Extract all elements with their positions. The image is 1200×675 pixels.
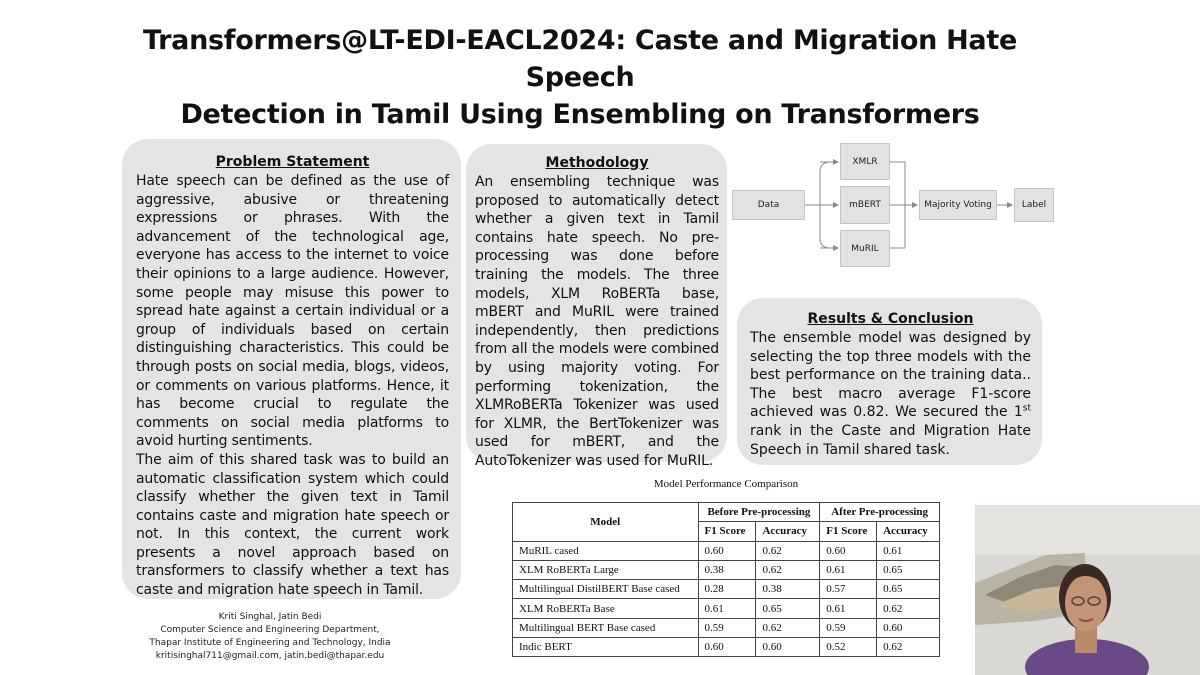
results-text-before: The ensemble model was designed by selecting the top three models with the best performance on the training data.. The best macro average F1-score achieved was 0.82. We secured the 1 <box>750 330 1031 421</box>
cell-model: Multilingual BERT Base cased <box>513 618 699 637</box>
presenter-video <box>975 505 1200 675</box>
cell-acc-after: 0.61 <box>877 541 940 560</box>
diagram-muril-box: MuRIL <box>840 230 890 267</box>
table-header-acc-before: Accuracy <box>756 522 820 541</box>
cell-f1-after: 0.61 <box>820 560 877 579</box>
diagram-arrows <box>0 0 1200 300</box>
problem-paragraph-1: Hate speech can be defined as the use of aggressive, abusive or threatening expressions or phrases. With the advancement of the technological age, everyone has access to the internet to voice their opinions to a large audience. However, some people may misuse this power to spread hate against a certain individual or a group of individuals based on certain distinguishing characteristics. This could be through posts on social media, blogs, videos, or comments on various platforms. Hence, it has become crucial to regulate the comments on social media platforms to avoid hurting sentiments. <box>136 173 449 450</box>
results-superscript: st <box>1022 403 1031 414</box>
cell-acc-before: 0.62 <box>756 618 820 637</box>
cell-f1-before: 0.61 <box>698 599 756 618</box>
cell-f1-before: 0.28 <box>698 580 756 599</box>
cell-model: Multilingual DistilBERT Base cased <box>513 580 699 599</box>
table-header-model: Model <box>513 503 699 542</box>
author-department: Computer Science and Engineering Department, <box>160 625 380 635</box>
table-header-f1-before: F1 Score <box>698 522 756 541</box>
cell-f1-after: 0.61 <box>820 599 877 618</box>
cell-f1-after: 0.52 <box>820 638 877 657</box>
table-header-acc-after: Accuracy <box>877 522 940 541</box>
cell-acc-before: 0.62 <box>756 541 820 560</box>
author-emails: kritisinghal711@gmail.com, jatin.bedi@thapar.edu <box>155 651 385 661</box>
cell-f1-before: 0.38 <box>698 560 756 579</box>
cell-model: Indic BERT <box>513 638 699 657</box>
table-caption: Model Performance Comparison <box>653 478 799 490</box>
cell-acc-before: 0.65 <box>756 599 820 618</box>
table-row <box>513 580 940 599</box>
diagram-xmlr-box: XMLR <box>840 143 890 180</box>
table-row <box>513 599 940 618</box>
problem-paragraph-2: The aim of this shared task was to build an automatic classification system which could classify whether the given text in Tamil contains caste and migration hate speech or not. In this context, the current work presents a novel approach based on transformers to classify whether a text has caste and migration hate speech in Tamil. <box>136 451 449 599</box>
cell-f1-before: 0.60 <box>698 541 756 560</box>
cell-acc-before: 0.62 <box>756 560 820 579</box>
presenter-video-frame <box>975 505 1200 675</box>
cell-acc-before: 0.60 <box>756 638 820 657</box>
cell-acc-after: 0.62 <box>877 638 940 657</box>
cell-acc-after: 0.65 <box>877 580 940 599</box>
problem-statement-heading: Problem Statement <box>215 154 370 170</box>
methodology-heading: Methodology <box>545 155 649 171</box>
results-body <box>750 329 1031 459</box>
cell-acc-after: 0.65 <box>877 560 940 579</box>
table-row <box>513 560 940 579</box>
author-names: Kriti Singhal, Jatin Bedi <box>218 612 322 622</box>
author-institute: Thapar Institute of Engineering and Technology, India <box>149 638 391 648</box>
table-header-after: After Pre-processing <box>820 503 940 522</box>
table-row <box>513 541 940 560</box>
table-header-before: Before Pre-processing <box>698 503 820 522</box>
diagram-label-box: Label <box>1014 188 1054 222</box>
model-performance-table <box>512 502 940 657</box>
diagram-data-box: Data <box>732 190 805 220</box>
cell-model: XLM RoBERTa Large <box>513 560 699 579</box>
cell-model: XLM RoBERTa Base <box>513 599 699 618</box>
title-line-1: Transformers@LT-EDI-EACL2024: Caste and Migration Hate Speech <box>143 25 1017 93</box>
cell-acc-before: 0.38 <box>756 580 820 599</box>
methodology-body: An ensembling technique was proposed to automatically detect whether a given text in Tamil contains hate speech. No pre-processing was done before training the models. The three models, XLM RoBERTa base, mBERT and MuRIL were trained independently, then predictions from all the models were combined by using majority voting. For performing tokenization, the XLMRoBERTa Tokenizer was used for XLMR, the BertTokenizer was used for mBERT, and the AutoTokenizer was used for MuRIL. <box>475 174 719 469</box>
cell-acc-after: 0.60 <box>877 618 940 637</box>
cell-f1-after: 0.59 <box>820 618 877 637</box>
table-row <box>513 618 940 637</box>
cell-f1-before: 0.60 <box>698 638 756 657</box>
table-row <box>513 638 940 657</box>
results-heading: Results & Conclusion <box>807 311 974 327</box>
cell-model: MuRIL cased <box>513 541 699 560</box>
cell-f1-after: 0.60 <box>820 541 877 560</box>
title-line-2: Detection in Tamil Using Ensembling on Transformers <box>180 99 980 130</box>
results-text-after: rank in the Caste and Migration Hate Speech in Tamil shared task. <box>750 422 1031 458</box>
table-header-f1-after: F1 Score <box>820 522 877 541</box>
diagram-mbert-box: mBERT <box>840 186 890 224</box>
author-block <box>130 611 410 663</box>
table-header-row-1 <box>513 503 940 522</box>
diagram-majority-voting-box: Majority Voting <box>919 190 997 220</box>
cell-f1-before: 0.59 <box>698 618 756 637</box>
cell-acc-after: 0.62 <box>877 599 940 618</box>
cell-f1-after: 0.57 <box>820 580 877 599</box>
results-panel <box>737 298 1042 465</box>
